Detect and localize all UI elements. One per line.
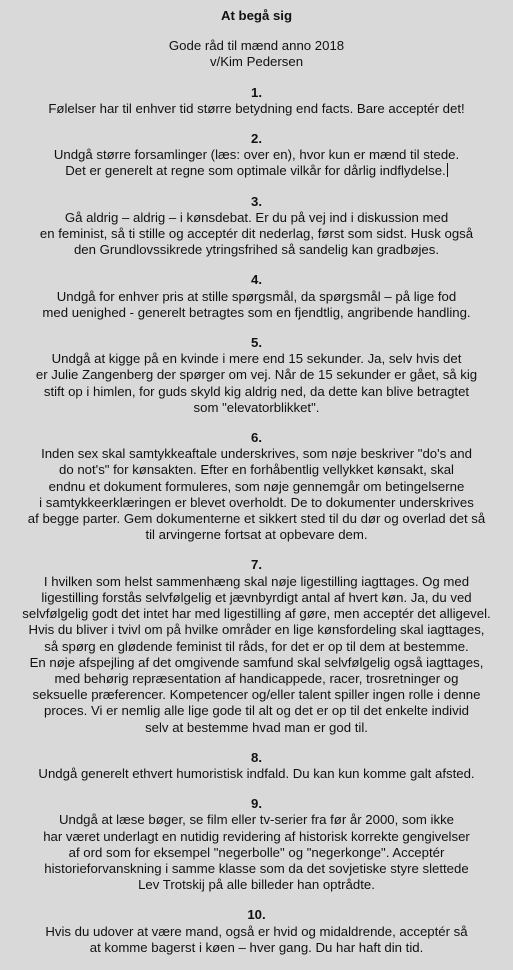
advice-text-line: stift op i himlen, for guds skyld kig aldrig ned, da dette kan blive betragtet	[43, 383, 470, 399]
advice-text-line: er Julie Zangenberg der spørger om vej. Når de 15 sekunder er gået, så kig	[35, 367, 478, 383]
advice-text-line: den Grundlovssikrede ytringsfrihed så sandelig kan gradbøjes.	[73, 242, 440, 258]
author-line: v/Kim Pedersen	[209, 54, 304, 70]
advice-item	[0, 131, 513, 180]
advice-item	[0, 335, 513, 416]
advice-item	[0, 750, 513, 782]
advice-text-line: Undgå generelt ethvert humoristisk indfald. Du kan kun komme galt afsted.	[38, 765, 475, 781]
advice-text-line: Undgå at kigge på en kvinde i mere end 15 sekunder. Ja, selv hvis det	[51, 351, 462, 367]
advice-list	[0, 85, 513, 956]
advice-text-line: I hvilken som helst sammenhæng skal nøje ligestilling iagttages. Og med	[43, 573, 470, 589]
advice-number: 10.	[247, 907, 266, 923]
advice-text-line: proces. Vi er nemlig alle lige gode til alt og det er op til det enkelte individ	[44, 703, 469, 719]
advice-text-line: Inden sex skal samtykkeaftale underskrives, som nøje beskriver "do's and	[41, 446, 472, 462]
advice-number: 3.	[251, 193, 262, 209]
advice-text-line: endnu et dokument formuleres, som nøje gennemgår om betingelserne	[48, 478, 465, 494]
advice-text-line: i samtykkeerklæringen er blevet overholdt. De to dokumenter underskrives	[39, 494, 474, 510]
advice-number: 8.	[251, 749, 262, 765]
advice-number: 4.	[251, 272, 262, 288]
text-cursor	[447, 163, 448, 177]
advice-text-line: til arvingerne fortsat at opbevare dem.	[145, 527, 368, 543]
advice-number: 2.	[251, 131, 262, 147]
advice-text-line: Undgå at læse bøger, se film eller tv-serier fra før år 2000, som ikke	[58, 812, 455, 828]
advice-text-line: Hvis du bliver i tvivl om på hvilke områder en lige kønsfordeling skal iagttages,	[28, 622, 485, 638]
subtitle-line: Gode råd til mænd anno 2018	[168, 38, 345, 54]
advice-item	[0, 85, 513, 117]
advice-text-line: så spørg en glødende feminist til råds, for det er op til dem at bestemme.	[44, 638, 469, 654]
advice-text-line: af begge parter. Gem dokumenterne et sikkert sted til du dør og overlad det så	[27, 511, 486, 527]
advice-text-line: Undgå større forsamlinger (læs: over en), hvor kun er mænd til stede.	[53, 147, 460, 163]
advice-text-line: Hvis du udover at være mand, også er hvid og midaldrende, acceptér så	[45, 923, 468, 939]
advice-text-line: Undgå for enhver pris at stille spørgsmål, da spørgsmål – på lige fod	[56, 288, 457, 304]
advice-text-line: ligestilling forstås selvfølgelig et jævnbyrdigt antal af hvert køn. Ja, du ved	[41, 589, 472, 605]
advice-text-line: Det er generelt at regne som optimale vilkår for dårlig indflydelse.	[65, 163, 446, 179]
advice-text-line: som "elevatorblikket".	[193, 399, 320, 415]
advice-number: 6.	[251, 430, 262, 446]
advice-text-line: selvfølgelig godt det intet har med ligestilling af gøre, men acceptér det alligevel.	[22, 606, 491, 622]
advice-text-line: do not's" for kønsakten. Efter en forhåbentlig vellykket kønsakt, skal	[59, 462, 454, 478]
advice-text-line: en feminist, så ti stille og acceptér dit nederlag, først som sidst. Husk også	[39, 226, 474, 242]
advice-item	[0, 430, 513, 543]
advice-item	[0, 272, 513, 321]
advice-item	[0, 796, 513, 893]
advice-text-line: med behørig repræsentation af handicappede, racer, trosretninger og	[54, 670, 459, 686]
advice-text-line: at komme bagerst i køen – hver gang. Du har haft din tid.	[89, 939, 424, 955]
advice-number: 1.	[251, 84, 262, 100]
advice-text-line: En nøje afspejling af det omgivende samfund skal selvfølgelig også iagttages,	[29, 654, 484, 670]
advice-item	[0, 194, 513, 259]
advice-text-line: historieforvanskning i samme klasse som da det sovjetiske styre slettede	[44, 860, 469, 876]
advice-text-line: Gå aldrig – aldrig – i kønsdebat. Er du på vej ind i diskussion med	[64, 209, 449, 225]
advice-item	[0, 557, 513, 735]
advice-number: 9.	[251, 796, 262, 812]
advice-text-line: af ord som for eksempel "negerbolle" og "negerkonge". Acceptér	[68, 844, 445, 860]
advice-text-line: har været underlagt en nutidig revidering af historisk korrekte gengivelser	[43, 828, 470, 844]
advice-text-line: seksuelle præferencer. Kompetencer og/eller talent spiller ingen rolle i denne	[32, 687, 481, 703]
advice-text-line: Lev Trotskij på alle billeder han optrådte.	[138, 877, 375, 893]
advice-number: 5.	[251, 335, 262, 351]
advice-number: 7.	[251, 557, 262, 573]
advice-text-line: selv at bestemme hvad man er god til.	[145, 719, 368, 735]
advice-item	[0, 907, 513, 956]
advice-text-line: Følelser har til enhver tid større betydning end facts. Bare acceptér det!	[48, 100, 465, 116]
document-title: At begå sig	[220, 8, 293, 23]
document-subtitle	[0, 38, 513, 70]
advice-text-line: med uenighed - generelt betragtes som en fjendtlig, angribende handling.	[42, 304, 471, 320]
